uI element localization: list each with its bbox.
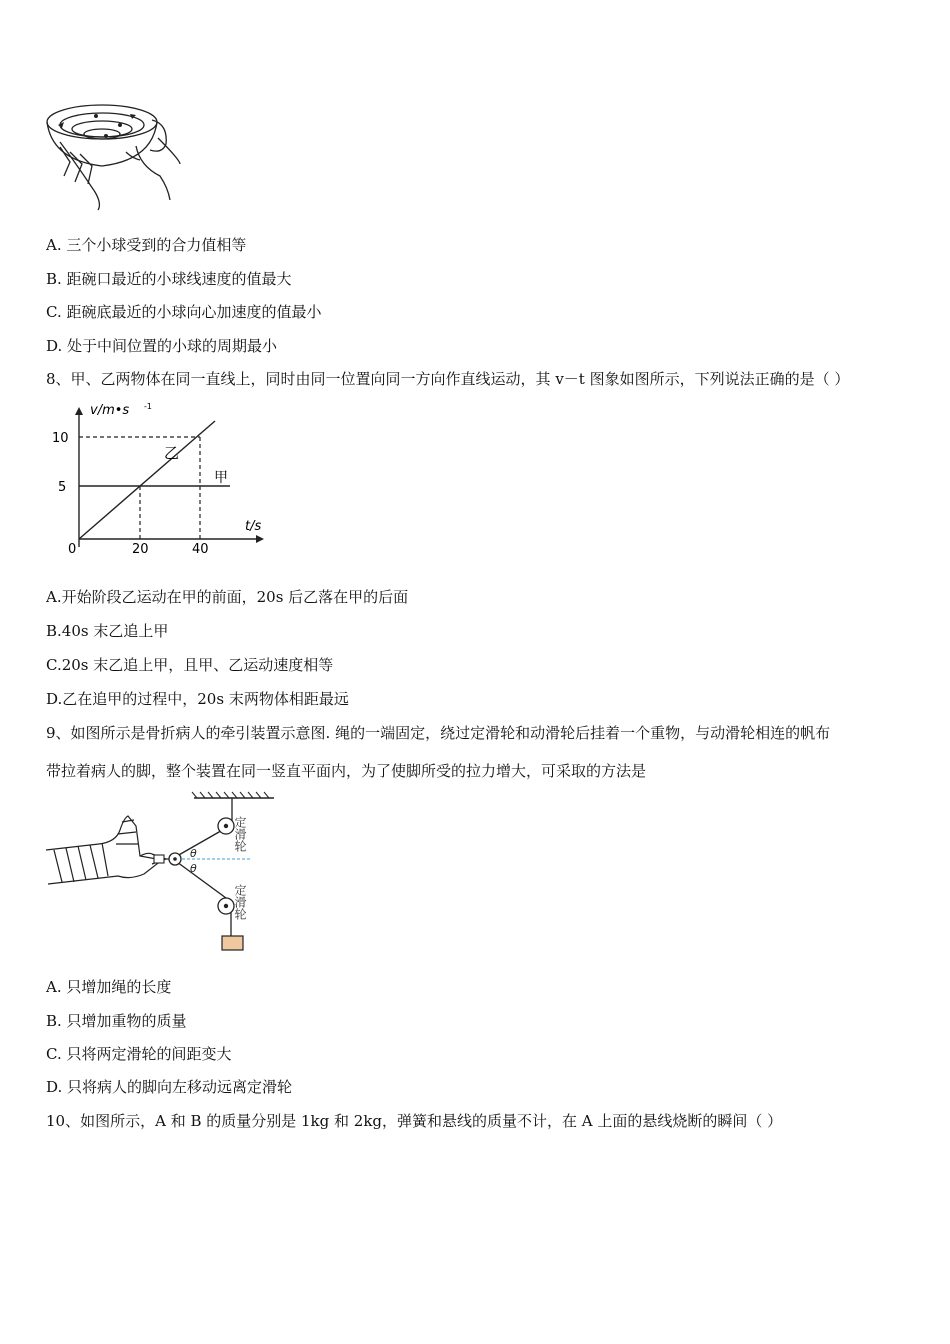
x-axis-label: t/s xyxy=(245,519,262,534)
q9-stem-line2: 带拉着病人的脚，整个装置在同一竖直平面内，为了使脚所受的拉力增大，可采取的方法是 xyxy=(46,762,647,780)
q7-option-c: C. 距碗底最近的小球向心加速度的值最小 xyxy=(46,303,322,321)
q8-option-a: A.开始阶段乙运动在甲的前面，20s 后乙落在甲的后面 xyxy=(46,588,409,606)
q9-option-d: D. 只将病人的脚向左移动远离定滑轮 xyxy=(46,1078,293,1096)
q7-option-b: B. 距碗口最近的小球线速度的值最大 xyxy=(46,270,292,288)
vt-graph-svg xyxy=(50,398,280,563)
q8-stem: 8、甲、乙两物体在同一直线上，同时由同一位置向同一方向作直线运动，其 v－t 图象如图所示，下列说法正确的是（ ） xyxy=(46,370,850,388)
label-yi: 乙 xyxy=(164,444,180,462)
lower-pulley-label: 定滑轮 xyxy=(233,884,247,920)
q9-option-a: A. 只增加绳的长度 xyxy=(46,978,172,996)
q9-option-c: C. 只将两定滑轮的间距变大 xyxy=(46,1045,232,1063)
q7-option-a: A. 三个小球受到的合力值相等 xyxy=(46,236,247,254)
traction-figure xyxy=(44,788,284,956)
y-axis-exponent: -1 xyxy=(144,402,152,411)
bowl-figure xyxy=(40,92,190,217)
q9-stem-line1: 9、如图所示是骨折病人的牵引装置示意图. 绳的一端固定，绕过定滑轮和动滑轮后挂着一个重物，与动滑轮相连的帆布 xyxy=(46,724,831,742)
y-axis-label: v/m•s xyxy=(90,403,130,418)
q8-option-d: D.乙在追甲的过程中，20s 末两物体相距最远 xyxy=(46,690,349,708)
q7-option-d: D. 处于中间位置的小球的周期最小 xyxy=(46,337,278,355)
traction-svg xyxy=(44,788,284,956)
q8-option-c: C.20s 末乙追上甲，且甲、乙运动速度相等 xyxy=(46,656,334,674)
x-tick-20: 20 xyxy=(132,542,149,557)
q9-option-b: B. 只增加重物的质量 xyxy=(46,1012,187,1030)
y-tick-10: 10 xyxy=(52,431,69,446)
x-tick-40: 40 xyxy=(192,542,209,557)
q10-stem: 10、如图所示，A 和 B 的质量分别是 1kg 和 2kg，弹簧和悬线的质量不计，在 A 上面的悬线烧断的瞬间（ ） xyxy=(46,1112,783,1130)
line-yi xyxy=(79,421,215,539)
label-jia: 甲 xyxy=(214,470,228,486)
upper-pulley-label: 定滑轮 xyxy=(233,816,247,852)
angle-label-upper: θ xyxy=(190,847,197,860)
y-tick-5: 5 xyxy=(58,480,67,495)
q8-option-b: B.40s 末乙追上甲 xyxy=(46,622,169,640)
bowl-illustration xyxy=(40,92,190,217)
angle-label-lower: θ xyxy=(190,862,197,875)
vt-graph xyxy=(50,398,280,563)
origin-label: 0 xyxy=(68,542,77,557)
